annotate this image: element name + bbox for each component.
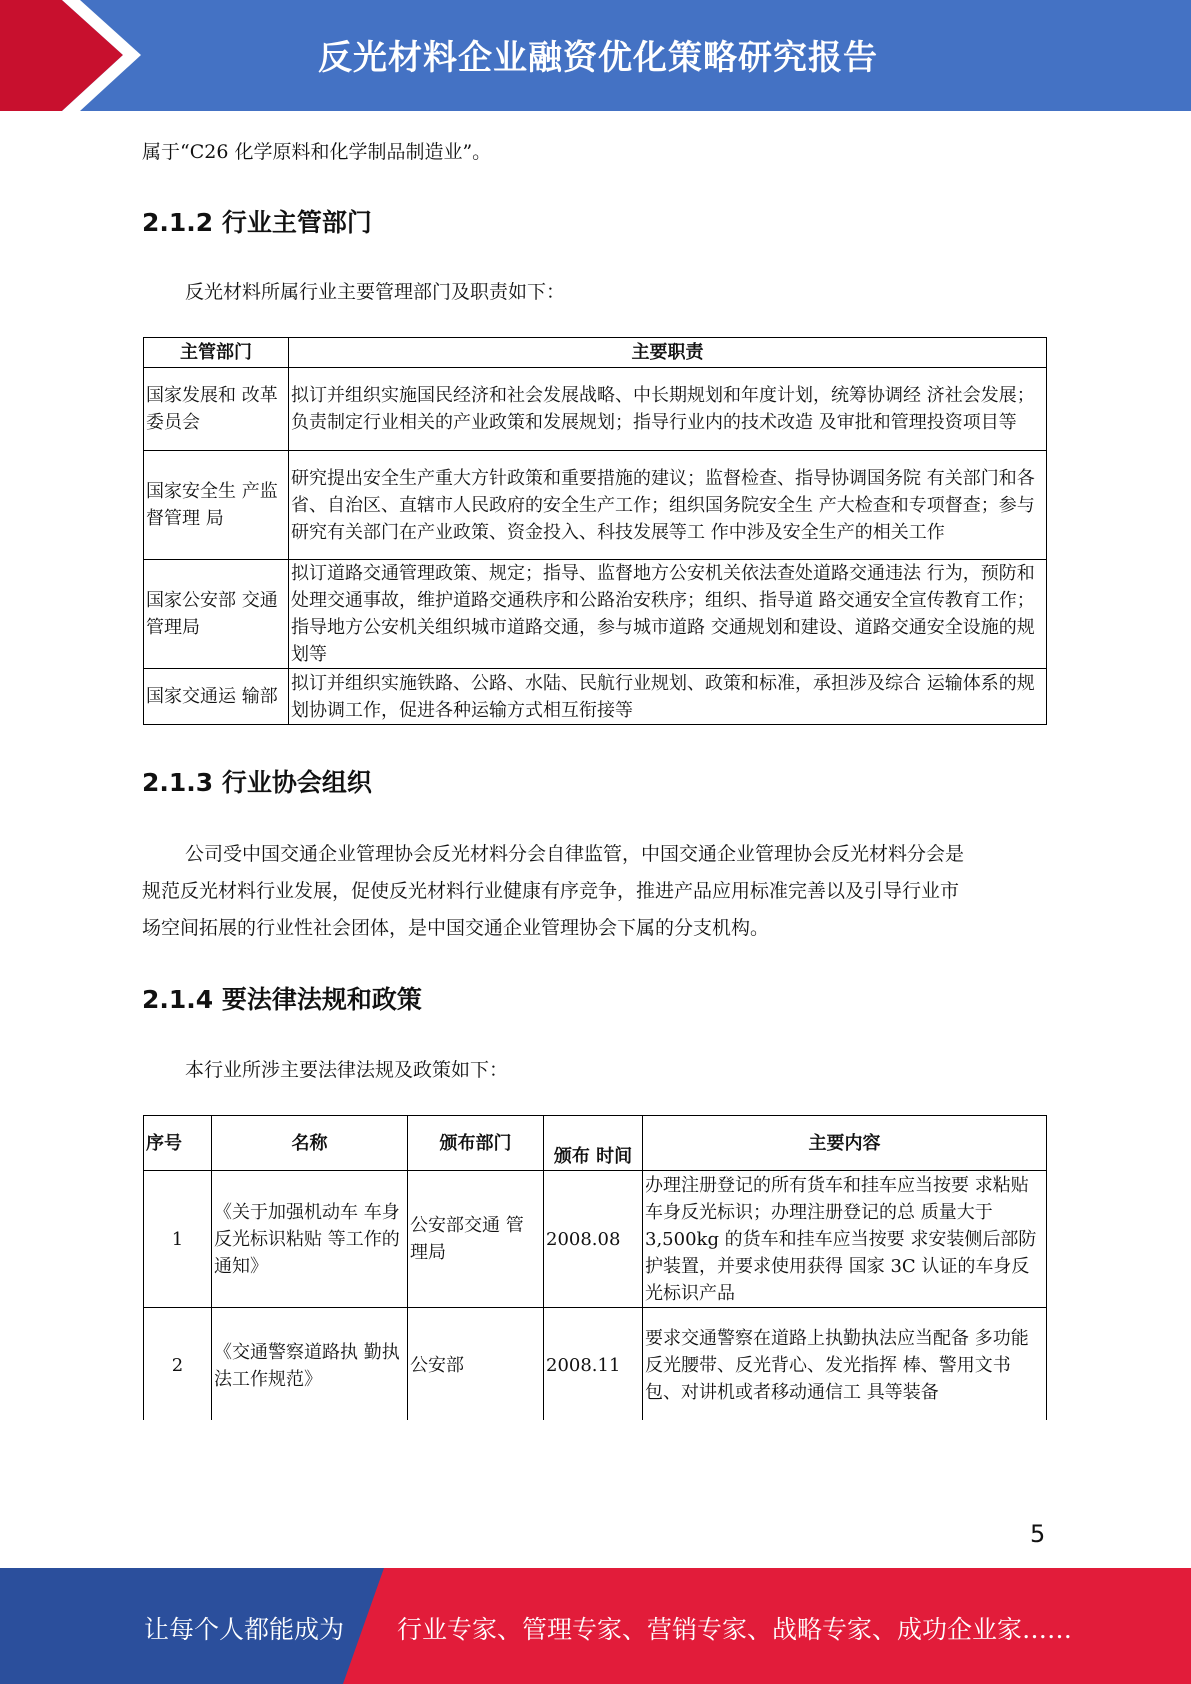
table-row [144,1308,1047,1421]
law-dept-cell: 公安部交通 管理局 [408,1171,544,1308]
law-date-cell: 2008.08 [544,1171,643,1308]
intro-line: 属于“C26 化学原料和化学制品制造业”。 [142,141,492,163]
dept-cell: 国家发展和 改革委员会 [144,368,289,451]
law-content-cell: 办理注册登记的所有货车和挂车应当按要 求粘贴车身反光标识；办理注册登记的总 质量大于 3,500kg 的货车和挂车应当按要 求安装侧后部防护装置，并要求使用获得 国家 3C 认证的车身反光标识产品 [643,1171,1047,1308]
law-table [143,1115,1047,1420]
duty-cell: 研究提出安全生产重大方针政策和重要措施的建议；监督检查、指导协调国务院 有关部门和各省、自治区、直辖市人民政府的安全生产工作；组织国务院安全生 产大检查和专项督查；参与研究有关部门在产业政策、资金投入、科技发展等工 作中涉及安全生产的相关工作 [289,451,1047,560]
section-214-intro: 本行业所涉主要法律法规及政策如下： [185,1059,509,1081]
row-number: 2 [144,1308,212,1421]
heading-2-1-3: 2.1.3 行业协会组织 [142,768,372,797]
report-title: 反光材料企业融资优化策略研究报告 [318,38,878,78]
heading-2-1-4: 2.1.4 要法律法规和政策 [142,985,422,1014]
dept-table-header: 主要职责 [289,338,1047,368]
law-table-header: 颁布部门 [408,1116,544,1171]
dept-cell: 国家安全生 产监督管理 局 [144,451,289,560]
footer-slogan-left: 让每个人都能成为 [144,1615,345,1644]
duty-cell: 拟订道路交通管理政策、规定；指导、监督地方公安机关依法查处道路交通违法 行为，预防和处理交通事故，维护道路交通秩序和公路治安秩序；组织、指导道 路交通安全宣传教育工作；指导地方公安机关组织城市道路交通，参与城市道路 交通规划和建设、道路交通安全设施的规划等 [289,560,1047,669]
page-number: 5 [1030,1520,1046,1548]
law-date-cell: 2008.11 [544,1308,643,1421]
footer-slogan-right: 行业专家、管理专家、营销专家、战略专家、成功企业家…… [397,1615,1073,1644]
law-name-cell: 《关于加强机动车 车身反光标识粘贴 等工作的通知》 [212,1171,408,1308]
dept-table-header: 主管部门 [144,338,289,368]
law-table-header: 颁布 时间 [544,1116,643,1171]
footer-banner [0,1568,1191,1684]
table-row [144,1171,1047,1308]
duty-cell: 拟订并组织实施国民经济和社会发展战略、中长期规划和年度计划，统筹协调经 济社会发展；负责制定行业相关的产业政策和发展规划；指导行业内的技术改造 及审批和管理投资项目等 [289,368,1047,451]
law-table-header-row [144,1116,1047,1171]
law-dept-cell: 公安部 [408,1308,544,1421]
section-212-intro: 反光材料所属行业主要管理部门及职责如下： [185,281,566,303]
law-content-cell: 要求交通警察在道路上执勤执法应当配备 多功能反光腰带、反光背心、发光指挥 棒、警用文书包、对讲机或者移动通信工 具等装备 [643,1308,1047,1421]
section-213-para-line: 规范反光材料行业发展，促使反光材料行业健康有序竞争，推进产品应用标准完善以及引导行业市 [142,880,960,902]
law-name-cell: 《交通警察道路执 勤执法工作规范》 [212,1308,408,1421]
law-table-header: 名称 [212,1116,408,1171]
duty-cell: 拟订并组织实施铁路、公路、水陆、民航行业规划、政策和标准，承担涉及综合 运输体系的规划协调工作，促进各种运输方式相互衔接等 [289,669,1047,725]
dept-cell: 国家公安部 交通管理局 [144,560,289,669]
section-213-para-line: 公司受中国交通企业管理协会反光材料分会自律监管，中国交通企业管理协会反光材料分会是 [185,843,965,865]
dept-cell: 国家交通运 输部 [144,669,289,725]
row-number: 1 [144,1171,212,1308]
heading-2-1-2: 2.1.2 行业主管部门 [142,208,372,237]
section-213-para-line: 场空间拓展的行业性社会团体，是中国交通企业管理协会下属的分支机构。 [142,917,770,939]
law-table-header: 序号 [144,1116,212,1171]
law-table-header: 主要内容 [643,1116,1047,1171]
